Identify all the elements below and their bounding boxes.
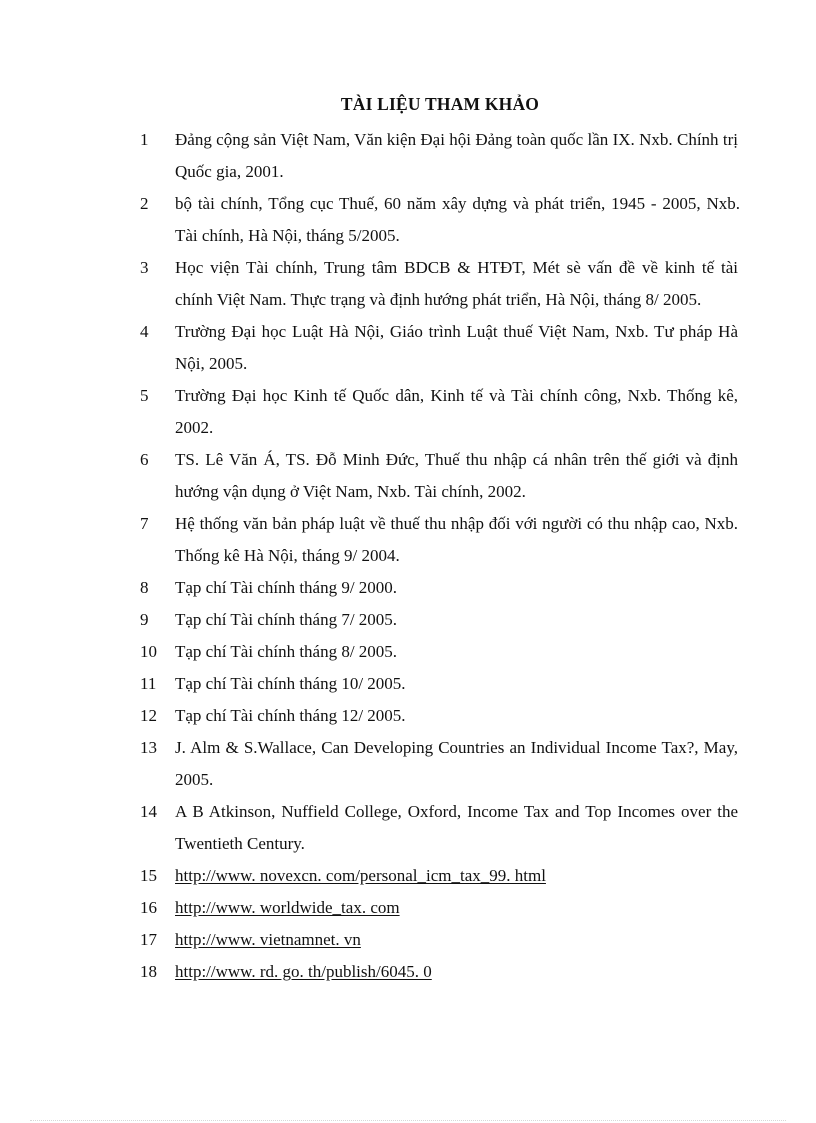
reference-number: 18 (140, 962, 157, 981)
reference-text: Tạp chí Tài chính tháng 7/ 2005. (175, 610, 398, 629)
reference-number: 8 (140, 578, 149, 597)
reference-number: 5 (140, 386, 149, 405)
reference-number: 16 (140, 898, 157, 917)
reference-item-13 (140, 732, 740, 796)
reference-number: 1 (140, 130, 149, 149)
reference-number: 14 (140, 802, 157, 821)
reference-text: Trường Đại học Kinh tế Quốc dân, Kinh tế và Tài chính công, Nxb. Thống kê, 2002. (175, 386, 738, 437)
reference-number: 9 (140, 610, 149, 629)
reference-text: Tạp chí Tài chính tháng 12/ 2005. (175, 706, 406, 725)
reference-number: 15 (140, 866, 157, 885)
reference-item-6 (140, 444, 740, 508)
reference-number: 4 (140, 322, 149, 341)
reference-item-2 (140, 188, 740, 252)
reference-text: Tạp chí Tài chính tháng 9/ 2000. (175, 578, 398, 597)
reference-number: 6 (140, 450, 149, 469)
reference-item-17 (140, 924, 740, 956)
reference-text: Trường Đại học Luật Hà Nội, Giáo trình Luật thuế Việt Nam, Nxb. Tư pháp Hà Nội, 2005. (175, 322, 738, 373)
page-title: TÀI LIỆU THAM KHẢO (340, 94, 540, 114)
page-bottom-divider (30, 1120, 786, 1121)
reference-item-3 (140, 252, 740, 316)
reference-number: 10 (140, 642, 157, 661)
reference-list (140, 124, 740, 988)
reference-text: A B Atkinson, Nuffield College, Oxford, Income Tax and Top Incomes over the Twentieth Century. (175, 802, 738, 853)
reference-text: Học viện Tài chính, Trung tâm BDCB & HTĐT, Mét sè vấn đề về kinh tế tài chính Việt Nam. Thực trạng và định hướng phát triển, Hà Nội, tháng 8/ 2005. (175, 258, 738, 309)
reference-item-16 (140, 892, 740, 924)
reference-text: bộ tài chính, Tổng cục Thuế, 60 năm xây dựng và phát triển, 1945 - 2005, Nxb. Tài chính, Hà Nội, tháng 5/2005. (175, 194, 740, 245)
reference-item-14 (140, 796, 740, 860)
reference-number: 11 (140, 674, 157, 693)
reference-link[interactable]: http://www. rd. go. th/publish/6045. 0 (175, 962, 432, 981)
reference-text: Tạp chí Tài chính tháng 10/ 2005. (175, 674, 406, 693)
reference-number: 13 (140, 738, 157, 757)
reference-text: TS. Lê Văn Á, TS. Đỗ Minh Đức, Thuế thu nhập cá nhân trên thế giới và định hướng vận dụng ở Việt Nam, Nxb. Tài chính, 2002. (175, 450, 738, 501)
reference-link[interactable]: http://www. worldwide_tax. com (175, 898, 400, 917)
reference-number: 17 (140, 930, 157, 949)
reference-number: 3 (140, 258, 149, 277)
reference-text: Hệ thống văn bản pháp luật về thuế thu nhập đối với người có thu nhập cao, Nxb. Thống kê Hà Nội, tháng 9/ 2004. (175, 514, 738, 565)
reference-number: 12 (140, 706, 157, 725)
reference-text: Tạp chí Tài chính tháng 8/ 2005. (175, 642, 398, 661)
reference-item-4 (140, 316, 740, 380)
reference-item-8 (140, 572, 740, 604)
reference-item-5 (140, 380, 740, 444)
reference-item-18 (140, 956, 740, 988)
reference-item-1 (140, 124, 740, 188)
reference-number: 7 (140, 514, 149, 533)
reference-item-12 (140, 700, 740, 732)
reference-item-11 (140, 668, 740, 700)
reference-text: Đảng cộng sản Việt Nam, Văn kiện Đại hội Đảng toàn quốc lần IX. Nxb. Chính trị Quốc gia, 2001. (175, 130, 738, 181)
reference-link[interactable]: http://www. vietnamnet. vn (175, 930, 361, 949)
reference-item-9 (140, 604, 740, 636)
reference-link[interactable]: http://www. novexcn. com/personal_icm_tax_99. html (175, 866, 546, 885)
reference-item-7 (140, 508, 740, 572)
reference-item-10 (140, 636, 740, 668)
reference-number: 2 (140, 194, 149, 213)
reference-item-15 (140, 860, 740, 892)
reference-text: J. Alm & S.Wallace, Can Developing Countries an Individual Income Tax?, May, 2005. (175, 738, 738, 789)
